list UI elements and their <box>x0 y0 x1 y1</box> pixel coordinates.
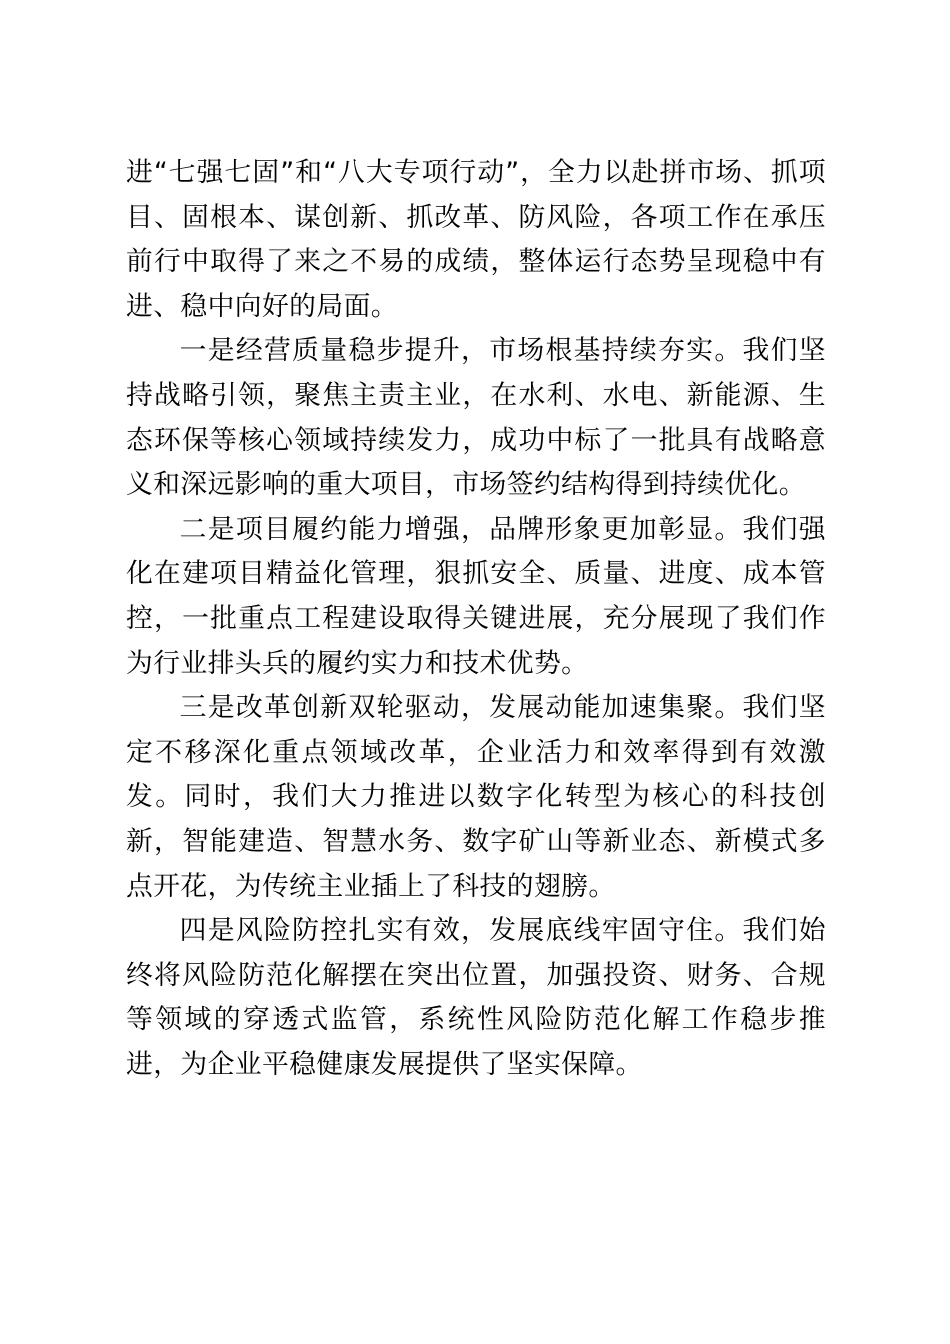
document-body <box>126 151 826 1087</box>
paragraph-reform-innovation: 三是改革创新双轮驱动，发展动能加速集聚。我们坚定不移深化重点领域改革，企业活力和效率得到有效激发。同时，我们大力推进以数字化转型为核心的科技创新，智能建造、智慧水务、数字矿山等新业态、新模式多点开花，为传统主业插上了科技的翅膀。 <box>126 692 826 902</box>
paragraph-risk-control: 四是风险防控扎实有效，发展底线牢固守住。我们始终将风险防范化解摆在突出位置，加强投资、财务、合规等领域的穿透式监管，系统性风险防范化解工作稳步推进，为企业平稳健康发展提供了坚实保障。 <box>126 915 826 1080</box>
paragraph-project-performance: 二是项目履约能力增强，品牌形象更加彰显。我们强化在建项目精益化管理，狠抓安全、质量、进度、成本管控，一批重点工程建设取得关键进展，充分展现了我们作为行业排头兵的履约实力和技术优势。 <box>126 513 826 679</box>
paragraph-business-quality: 一是经营质量稳步提升，市场根基持续夯实。我们坚持战略引领，聚焦主责主业，在水利、水电、新能源、生态环保等核心领域持续发力，成功中标了一批具有战略意义和深远影响的重大项目，市场签约结构得到持续优化。 <box>126 335 826 501</box>
paragraph-continuation: 进“七强七固”和“八大专项行动”，全力以赴拼市场、抓项目、固根本、谋创新、抓改革、防风险，各项工作在承压前行中取得了来之不易的成绩，整体运行态势呈现稳中有进、稳中向好的局面。 <box>126 157 826 322</box>
